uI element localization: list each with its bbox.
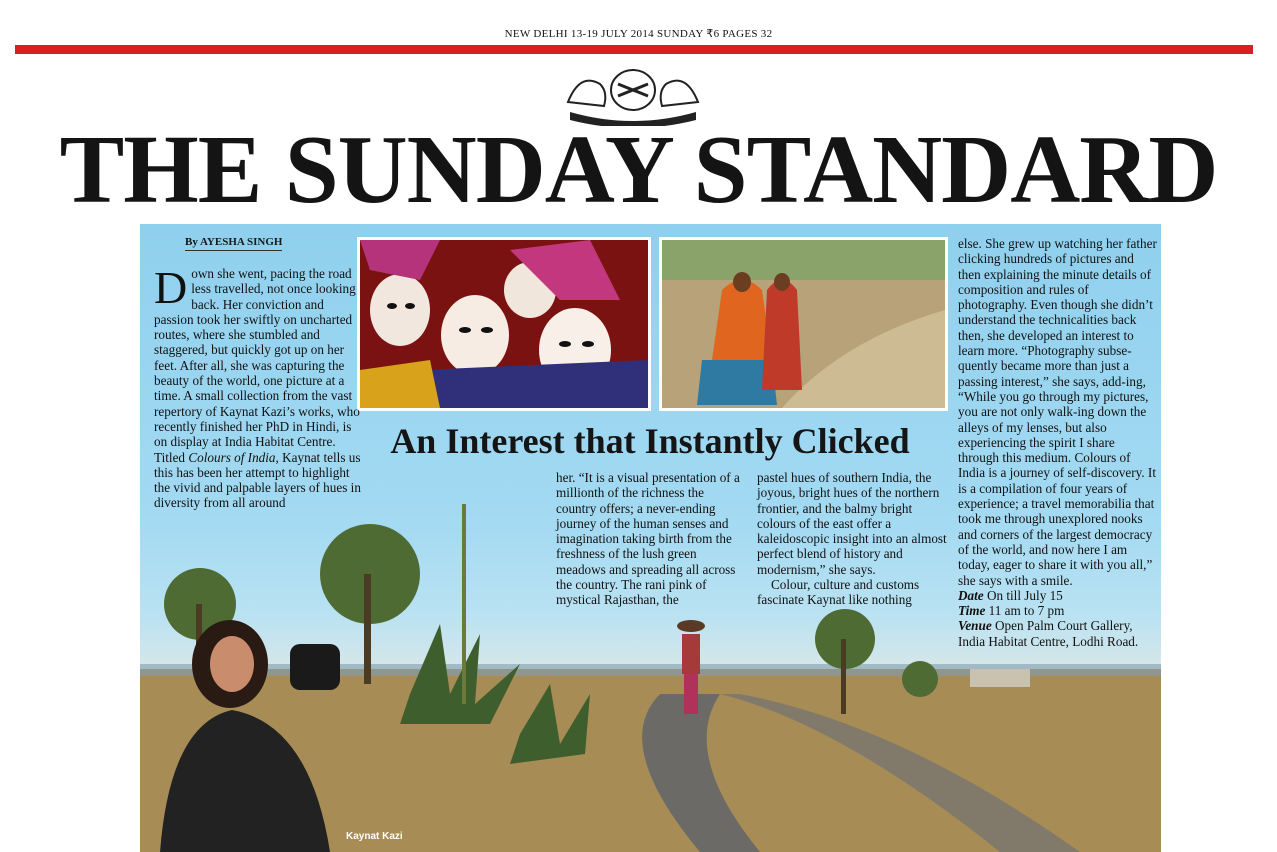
time-value: 11 am to 7 pm — [988, 603, 1065, 619]
dateline: NEW DELHI 13-19 JULY 2014 SUNDAY ₹6 PAGES 32 — [504, 28, 773, 40]
col1-rest-text: , Kaynat tells us this has been her attempt to highlight the vivid and palpable layers of hues in diversity from all around — [154, 449, 361, 511]
article-headline: An Interest that Instantly Clicked — [390, 421, 910, 461]
info-date — [958, 588, 1158, 603]
masthead-red-rule — [15, 45, 1253, 54]
byline — [185, 236, 282, 251]
col1-intro-text: own she went, pacing the road less travelled, not once looking back. Her conviction and passion took her swiftly on uncharted routes, where she stumbled and staggered, but quickly got up on her feet. After all, she was capturing the beauty of the world, one picture at a time. A small collection from the vast repertory of Kaynat Kazi’s works, who recently finished her PhD in Hindi, is on display at India Habitat Centre. Titled — [154, 266, 360, 465]
puppets-photo — [357, 237, 651, 411]
venue-label: Venue — [958, 618, 992, 634]
article-column-1 — [154, 262, 366, 511]
time-label: Time — [958, 603, 986, 619]
info-time — [958, 603, 1158, 618]
col3-paragraph-2: Colour, culture and customs fascinate Kaynat like nothing — [757, 577, 920, 608]
photo-caption: Kaynat Kazi — [346, 831, 403, 842]
exhibition-title: Colours of India — [188, 449, 276, 465]
info-venue — [958, 618, 1158, 649]
puppets-illustration — [360, 240, 648, 408]
date-label: Date — [958, 587, 984, 603]
rural-women-illustration — [662, 240, 945, 408]
article-column-2: her. “It is a visual presentation of a millionth of the richness the country offers; a never-ending journey of the human senses and imagination taking birth from the freshness of the lush green meadows and spreading all across the country. The rani pink of mystical Rajasthan, the — [556, 470, 740, 608]
venue-value: Open Palm Court Gallery, India Habitat Centre, Lodhi Road. — [958, 618, 1139, 649]
date-value: On till July 15 — [986, 587, 1063, 603]
drop-cap: D — [154, 262, 188, 313]
col3-paragraph-1: pastel hues of southern India, the joyous, bright hues of the northern frontier, and the balmy bright colours of the east offer a kaleidoscopic insight into an almost perfect blend of history and modernism,” she says. — [757, 470, 947, 577]
article-column-3 — [757, 470, 947, 608]
byline-author: AYESHA SINGH — [200, 236, 283, 248]
masthead-title: THE SUNDAY STANDARD — [59, 116, 1218, 223]
col4-text: else. She grew up watching her father clicking hundreds of pictures and then explaining the minute details of composition and rules of photography. Even though she didn’t understand the technicalities back then, she developed an interest to learn more. “Photography subse-quently became more than just a passing interest,” she says, add-ing, “While you go through my pictures, you are not only walk-ing down the alleys of my lenses, but also experiencing the spirit I share through this medium. Colours of India is a journey of self-discovery. It is a compilation of four years of experience; a travel memorabilia that took me through unexplored nooks and corners of the largest democracy of the world, and now here I am today, eager to share it with you all,” she says with a smile. — [958, 236, 1157, 588]
article-column-4 — [958, 236, 1158, 649]
byline-prefix: By — [185, 236, 198, 248]
rajasthani-women-photo — [659, 237, 948, 411]
